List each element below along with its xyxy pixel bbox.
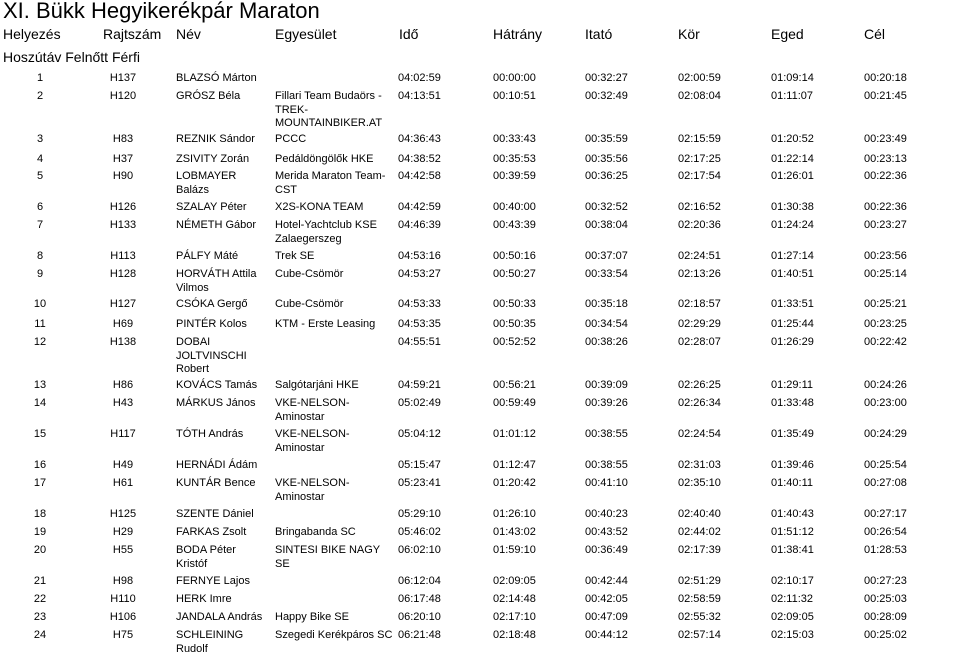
cell-cel: 00:20:18: [864, 72, 907, 84]
cell-name: BLAZSÓ Márton: [176, 72, 257, 84]
cell-feed: 00:35:59: [585, 133, 628, 145]
cell-name: SZENTE Dániel: [176, 508, 254, 520]
cell-cel: 00:23:56: [864, 250, 907, 262]
cell-club: Hotel-Yachtclub KSE Zalaegerszeg: [275, 219, 377, 245]
cell-gap: 00:50:33: [493, 298, 536, 310]
cell-lap: 02:18:57: [678, 298, 721, 310]
cell-time: 04:53:27: [398, 268, 441, 280]
header-name: Név: [176, 26, 201, 42]
cell-bib: H75: [112, 629, 134, 641]
cell-feed: 00:32:27: [585, 72, 628, 84]
cell-name: GRÓSZ Béla: [176, 90, 241, 102]
cell-cel: 00:24:26: [864, 379, 907, 391]
cell-pos: 5: [36, 170, 44, 182]
cell-name: TÓTH András: [176, 428, 244, 440]
cell-eged: 02:15:03: [771, 629, 814, 641]
cell-eged: 01:26:29: [771, 336, 814, 348]
cell-lap: 02:16:52: [678, 201, 721, 213]
cell-pos: 1: [36, 72, 44, 84]
cell-feed: 00:43:52: [585, 526, 628, 538]
cell-club: VKE-NELSON-Aminostar: [275, 428, 350, 454]
cell-feed: 00:33:54: [585, 268, 628, 280]
cell-lap: 02:24:54: [678, 428, 721, 440]
cell-time: 04:02:59: [398, 72, 441, 84]
cell-pos: 13: [33, 379, 47, 391]
cell-time: 06:02:10: [398, 544, 441, 556]
cell-cel: 00:23:13: [864, 153, 907, 165]
cell-lap: 02:24:51: [678, 250, 721, 262]
cell-time: 04:59:21: [398, 379, 441, 391]
header-club: Egyesület: [275, 26, 337, 42]
cell-cel: 00:21:45: [864, 90, 907, 102]
cell-pos: 3: [36, 133, 44, 145]
cell-feed: 00:32:52: [585, 201, 628, 213]
cell-pos: 19: [33, 526, 47, 538]
cell-gap: 01:59:10: [493, 544, 536, 556]
cell-pos: 12: [33, 336, 47, 348]
cell-cel: 00:24:29: [864, 428, 907, 440]
cell-feed: 00:44:12: [585, 629, 628, 641]
header-gap: Hátrány: [493, 26, 543, 42]
cell-lap: 02:51:29: [678, 575, 721, 587]
cell-eged: 01:38:41: [771, 544, 814, 556]
cell-lap: 02:26:25: [678, 379, 721, 391]
cell-eged: 01:27:14: [771, 250, 814, 262]
cell-club: KTM - Erste Leasing: [275, 318, 376, 330]
cell-feed: 00:36:49: [585, 544, 628, 556]
cell-pos: 15: [33, 428, 47, 440]
cell-pos: 23: [33, 611, 47, 623]
cell-eged: 01:40:51: [771, 268, 814, 280]
cell-club: Trek SE: [275, 250, 315, 262]
cell-name: HERNÁDI Ádám: [176, 459, 258, 471]
cell-cel: 00:22:36: [864, 201, 907, 213]
cell-lap: 02:31:03: [678, 459, 721, 471]
cell-pos: 24: [33, 629, 47, 641]
cell-bib: H43: [112, 397, 134, 409]
cell-eged: 01:33:51: [771, 298, 814, 310]
header-lap: Kör: [678, 26, 700, 42]
cell-pos: 21: [33, 575, 47, 587]
cell-name: FARKAS Zsolt: [176, 526, 247, 538]
cell-feed: 00:38:55: [585, 428, 628, 440]
header-cel: Cél: [864, 26, 886, 42]
cell-time: 05:15:47: [398, 459, 441, 471]
cell-bib: H69: [112, 318, 134, 330]
cell-lap: 02:44:02: [678, 526, 721, 538]
cell-gap: 00:50:27: [493, 268, 536, 280]
cell-name: SZALAY Péter: [176, 201, 247, 213]
cell-club: Fillari Team Budaörs - TREK-MOUNTAINBIKER.AT: [275, 90, 383, 129]
cell-cel: 00:28:09: [864, 611, 907, 623]
cell-gap: 00:33:43: [493, 133, 536, 145]
cell-name: ZSIVITY Zorán: [176, 153, 250, 165]
header-feed: Itató: [585, 26, 613, 42]
cell-cel: 00:23:27: [864, 219, 907, 231]
cell-bib: H110: [110, 593, 136, 605]
cell-lap: 02:55:32: [678, 611, 721, 623]
cell-gap: 00:50:16: [493, 250, 536, 262]
cell-pos: 2: [36, 90, 44, 102]
cell-time: 05:23:41: [398, 477, 441, 489]
header-eged: Eged: [771, 26, 804, 42]
cell-cel: 00:22:36: [864, 170, 907, 182]
cell-club: Merida Maraton Team-CST: [275, 170, 386, 196]
cell-pos: 17: [33, 477, 47, 489]
cell-bib: H126: [109, 201, 137, 213]
cell-time: 04:53:35: [398, 318, 441, 330]
cell-time: 05:29:10: [398, 508, 441, 520]
cell-gap: 01:12:47: [493, 459, 536, 471]
cell-name: PINTÉR Kolos: [176, 318, 247, 330]
cell-gap: 00:00:00: [493, 72, 536, 84]
page-title: XI. Bükk Hegyikerékpár Maraton: [3, 0, 320, 23]
header-bib: Rajtszám: [103, 26, 162, 42]
cell-bib: H127: [109, 298, 137, 310]
cell-pos: 16: [33, 459, 47, 471]
cell-bib: H49: [112, 459, 134, 471]
cell-lap: 02:13:26: [678, 268, 721, 280]
cell-eged: 01:40:43: [771, 508, 814, 520]
cell-name: DOBAI JOLTVINSCHI Robert: [176, 336, 247, 375]
cell-pos: 6: [36, 201, 44, 213]
cell-bib: H137: [109, 72, 137, 84]
cell-club: Salgótarjáni HKE: [275, 379, 359, 391]
cell-gap: 00:40:00: [493, 201, 536, 213]
cell-eged: 02:09:05: [771, 611, 814, 623]
cell-time: 04:53:16: [398, 250, 441, 262]
cell-time: 04:53:33: [398, 298, 441, 310]
cell-time: 06:12:04: [398, 575, 441, 587]
cell-feed: 00:36:25: [585, 170, 628, 182]
cell-cel: 00:23:49: [864, 133, 907, 145]
cell-gap: 00:52:52: [493, 336, 536, 348]
cell-cel: 00:25:03: [864, 593, 907, 605]
cell-time: 06:17:48: [398, 593, 441, 605]
cell-lap: 02:29:29: [678, 318, 721, 330]
cell-eged: 01:09:14: [771, 72, 814, 84]
cell-time: 04:42:58: [398, 170, 441, 182]
cell-gap: 02:14:48: [493, 593, 536, 605]
cell-name: BODA Péter Kristóf: [176, 544, 236, 570]
cell-lap: 02:08:04: [678, 90, 721, 102]
cell-feed: 00:35:18: [585, 298, 628, 310]
cell-gap: 00:50:35: [493, 318, 536, 330]
cell-club: Pedáldöngölők HKE: [275, 153, 374, 165]
cell-feed: 00:38:55: [585, 459, 628, 471]
cell-name: MÁRKUS János: [176, 397, 256, 409]
cell-pos: 22: [33, 593, 47, 605]
cell-gap: 02:17:10: [493, 611, 536, 623]
cell-bib: H83: [112, 133, 134, 145]
cell-feed: 00:39:26: [585, 397, 628, 409]
cell-eged: 01:51:12: [771, 526, 814, 538]
cell-gap: 00:59:49: [493, 397, 536, 409]
cell-bib: H138: [109, 336, 137, 348]
cell-cel: 01:28:53: [864, 544, 907, 556]
cell-cel: 00:26:54: [864, 526, 907, 538]
cell-lap: 02:17:25: [678, 153, 721, 165]
cell-eged: 01:22:14: [771, 153, 814, 165]
cell-pos: 8: [36, 250, 44, 262]
cell-lap: 02:26:34: [678, 397, 721, 409]
cell-feed: 00:47:09: [585, 611, 628, 623]
cell-cel: 00:25:54: [864, 459, 907, 471]
cell-gap: 01:01:12: [493, 428, 536, 440]
cell-cel: 00:25:02: [864, 629, 907, 641]
cell-bib: H133: [109, 219, 137, 231]
cell-time: 05:46:02: [398, 526, 441, 538]
cell-feed: 00:40:23: [585, 508, 628, 520]
cell-feed: 00:42:44: [585, 575, 628, 587]
cell-eged: 01:29:11: [771, 379, 814, 391]
cell-name: SCHLEINING Rudolf: [176, 629, 244, 655]
cell-lap: 02:58:59: [678, 593, 721, 605]
cell-club: SINTESI BIKE NAGY SE: [275, 544, 380, 570]
cell-pos: 4: [36, 153, 44, 165]
cell-club: VKE-NELSON-Aminostar: [275, 477, 350, 503]
cell-name: REZNIK Sándor: [176, 133, 255, 145]
cell-gap: 02:18:48: [493, 629, 536, 641]
cell-gap: 00:56:21: [493, 379, 536, 391]
cell-feed: 00:37:07: [585, 250, 628, 262]
cell-name: PÁLFY Máté: [176, 250, 239, 262]
cell-club: Bringabanda SC: [275, 526, 356, 538]
cell-bib: H55: [112, 544, 134, 556]
cell-name: NÉMETH Gábor: [176, 219, 257, 231]
cell-club: Cube-Csömör: [275, 298, 344, 310]
cell-feed: 00:41:10: [585, 477, 628, 489]
category-heading: Hoszútáv Felnőtt Férfi: [3, 49, 140, 65]
cell-cel: 00:25:21: [864, 298, 907, 310]
column-header-row: [0, 26, 960, 46]
cell-gap: 00:39:59: [493, 170, 536, 182]
cell-time: 06:21:48: [398, 629, 441, 641]
cell-eged: 01:25:44: [771, 318, 814, 330]
cell-name: KOVÁCS Tamás: [176, 379, 258, 391]
cell-lap: 02:15:59: [678, 133, 721, 145]
cell-pos: 14: [33, 397, 47, 409]
cell-name: FERNYE Lajos: [176, 575, 250, 587]
cell-bib: H106: [109, 611, 137, 623]
cell-feed: 00:32:49: [585, 90, 628, 102]
cell-club: VKE-NELSON-Aminostar: [275, 397, 350, 423]
cell-lap: 02:00:59: [678, 72, 721, 84]
cell-club: Happy Bike SE: [275, 611, 349, 623]
cell-time: 04:13:51: [398, 90, 441, 102]
cell-lap: 02:40:40: [678, 508, 721, 520]
cell-name: HORVÁTH Attila Vilmos: [176, 268, 257, 294]
cell-pos: 20: [33, 544, 47, 556]
cell-pos: 7: [36, 219, 44, 231]
cell-cel: 00:27:23: [864, 575, 907, 587]
cell-feed: 00:42:05: [585, 593, 628, 605]
cell-name: KUNTÁR Bence: [176, 477, 256, 489]
cell-cel: 00:25:14: [864, 268, 907, 280]
cell-gap: 01:43:02: [493, 526, 536, 538]
cell-eged: 01:24:24: [771, 219, 814, 231]
cell-eged: 01:39:46: [771, 459, 814, 471]
cell-lap: 02:35:10: [678, 477, 721, 489]
cell-eged: 01:11:07: [771, 90, 814, 102]
cell-time: 06:20:10: [398, 611, 441, 623]
cell-cel: 00:27:17: [864, 508, 907, 520]
header-pos: Helyezés: [3, 26, 61, 42]
cell-gap: 00:43:39: [493, 219, 536, 231]
cell-time: 05:04:12: [398, 428, 441, 440]
cell-time: 04:42:59: [398, 201, 441, 213]
cell-cel: 00:22:42: [864, 336, 907, 348]
cell-time: 05:02:49: [398, 397, 441, 409]
cell-name: JANDALA András: [176, 611, 263, 623]
cell-bib: H125: [109, 508, 137, 520]
cell-eged: 01:35:49: [771, 428, 814, 440]
cell-name: CSÓKA Gergő: [176, 298, 248, 310]
cell-name: HERK Imre: [176, 593, 232, 605]
cell-feed: 00:34:54: [585, 318, 628, 330]
cell-eged: 01:40:11: [771, 477, 814, 489]
cell-feed: 00:35:56: [585, 153, 628, 165]
cell-feed: 00:39:09: [585, 379, 628, 391]
cell-bib: H128: [109, 268, 137, 280]
cell-cel: 00:27:08: [864, 477, 907, 489]
cell-feed: 00:38:04: [585, 219, 628, 231]
cell-club: Cube-Csömör: [275, 268, 344, 280]
cell-eged: 01:26:01: [771, 170, 814, 182]
cell-lap: 02:20:36: [678, 219, 721, 231]
cell-eged: 02:10:17: [771, 575, 814, 587]
cell-cel: 00:23:25: [864, 318, 907, 330]
cell-bib: H120: [109, 90, 137, 102]
cell-feed: 00:38:26: [585, 336, 628, 348]
cell-bib: H90: [112, 170, 134, 182]
cell-gap: 00:10:51: [493, 90, 536, 102]
cell-time: 04:55:51: [398, 336, 441, 348]
cell-time: 04:46:39: [398, 219, 441, 231]
cell-club: Szegedi Kerékpáros SC: [275, 629, 393, 641]
cell-lap: 02:17:54: [678, 170, 721, 182]
cell-cel: 00:23:00: [864, 397, 907, 409]
cell-bib: H29: [112, 526, 134, 538]
cell-time: 04:38:52: [398, 153, 441, 165]
cell-club: PCCC: [275, 133, 307, 145]
cell-lap: 02:28:07: [678, 336, 721, 348]
cell-lap: 02:17:39: [678, 544, 721, 556]
cell-gap: 02:09:05: [493, 575, 536, 587]
cell-bib: H117: [110, 428, 136, 440]
cell-gap: 01:26:10: [493, 508, 536, 520]
cell-pos: 11: [34, 318, 46, 330]
cell-eged: 01:30:38: [771, 201, 814, 213]
cell-bib: H61: [112, 477, 134, 489]
cell-eged: 01:20:52: [771, 133, 814, 145]
cell-gap: 01:20:42: [493, 477, 536, 489]
header-time: Idő: [399, 26, 419, 42]
cell-eged: 01:33:48: [771, 397, 814, 409]
cell-gap: 00:35:53: [493, 153, 536, 165]
cell-club: X2S-KONA TEAM: [275, 201, 364, 213]
cell-bib: H113: [110, 250, 136, 262]
cell-lap: 02:57:14: [678, 629, 721, 641]
cell-pos: 18: [33, 508, 47, 520]
cell-bib: H98: [112, 575, 134, 587]
cell-pos: 9: [36, 268, 44, 280]
cell-eged: 02:11:32: [771, 593, 814, 605]
cell-pos: 10: [33, 298, 47, 310]
cell-bib: H86: [112, 379, 134, 391]
cell-name: LOBMAYER Balázs: [176, 170, 237, 196]
cell-time: 04:36:43: [398, 133, 441, 145]
cell-bib: H37: [112, 153, 134, 165]
